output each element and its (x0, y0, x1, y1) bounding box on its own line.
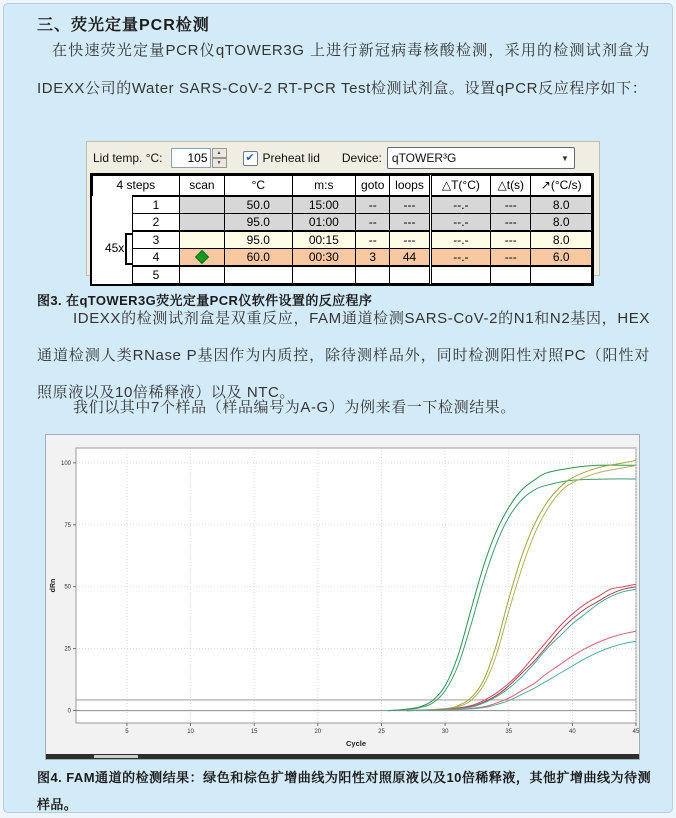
cell-dt[interactable]: --- (491, 196, 531, 214)
cell-goto[interactable]: -- (356, 196, 390, 214)
preheat-lid-checkbox[interactable] (243, 151, 258, 166)
lid-temp-input[interactable] (171, 148, 211, 168)
lid-temp-label: Lid temp. °C: (93, 151, 163, 165)
scan-diamond-icon (195, 250, 209, 264)
cell-temp[interactable]: 50.0 (225, 196, 293, 214)
pcr-table-body (93, 196, 592, 284)
cell-loops[interactable]: --- (390, 231, 430, 249)
spinner-down-icon[interactable]: ▼ (212, 158, 227, 168)
svg-text:100: 100 (60, 460, 71, 467)
cell-step: 4 (133, 249, 179, 267)
body-paragraph-2: IDEXX的检测试剂盒是双重反应，FAM通道检测SARS-CoV-2的N1和N2基因，HEX通道检测人类RNase P基因作为内质控，除待测样品外，同时检测阳性对照PC（阳性对照原液以及10倍稀释液）以及 NTC。 (37, 310, 650, 401)
column-header: △T(°C) (430, 176, 490, 197)
svg-text:dRn: dRn (50, 578, 57, 593)
svg-text:35: 35 (505, 729, 513, 735)
cell-time[interactable]: 00:30 (292, 249, 356, 267)
device-dropdown[interactable] (387, 147, 575, 169)
table-row (93, 231, 592, 249)
svg-text:20: 20 (314, 729, 322, 735)
cell-ramp[interactable] (531, 266, 592, 284)
spinner-up-icon[interactable]: ▲ (212, 148, 227, 158)
body-paragraph-3: 我们以其中7个样品（样品编号为A-G）为例来看一下检测结果。 (73, 399, 517, 416)
cell-scan[interactable] (179, 231, 224, 249)
cell-dT[interactable]: --.- (430, 249, 490, 267)
column-header: m:s (292, 176, 356, 197)
dropdown-arrow-icon: ▼ (560, 153, 569, 163)
svg-text:0: 0 (67, 708, 71, 715)
cell-temp[interactable]: 95.0 (225, 231, 293, 249)
svg-text:5: 5 (125, 729, 129, 735)
cell-time[interactable]: 01:00 (292, 214, 356, 232)
loop-bracket (93, 231, 133, 266)
cell-temp[interactable]: 60.0 (225, 249, 293, 267)
cell-scan[interactable] (179, 214, 224, 232)
bracket-spacer (93, 196, 133, 214)
pcr-control-bar (93, 146, 595, 170)
pcr-steps-table-frame (90, 173, 594, 286)
cell-scan[interactable] (179, 266, 224, 284)
svg-text:40: 40 (569, 729, 576, 735)
svg-text:45: 45 (632, 729, 639, 735)
cell-ramp[interactable]: 6.0 (531, 249, 592, 267)
loop-count-label: 45x (104, 241, 125, 255)
cell-dt[interactable]: --- (491, 249, 531, 267)
pcr-settings-panel (86, 141, 600, 282)
figure3-caption: 图3. 在qTOWER3G荧光定量PCR仪软件设置的反应程序 (37, 293, 373, 308)
table-row (93, 266, 592, 284)
cell-loops[interactable]: --- (390, 196, 430, 214)
lid-temp-stepper[interactable] (171, 148, 227, 168)
cell-dt[interactable] (491, 266, 531, 284)
device-dropdown-value: qTOWER³G (391, 151, 457, 165)
cell-ramp[interactable]: 8.0 (531, 231, 592, 249)
pcr-steps-table (92, 175, 592, 284)
column-header: ↗(°C/s) (531, 176, 592, 197)
column-header: goto (356, 176, 390, 197)
amplification-chart (45, 434, 640, 760)
svg-text:30: 30 (441, 729, 449, 735)
cell-time[interactable]: 15:00 (292, 196, 356, 214)
cell-time[interactable] (292, 266, 356, 284)
cell-ramp[interactable]: 8.0 (531, 196, 592, 214)
check-icon: ✔ (245, 151, 255, 164)
cell-dT[interactable]: --.- (430, 231, 490, 249)
preheat-lid-label: Preheat lid (262, 151, 320, 165)
cell-time[interactable]: 00:15 (292, 231, 356, 249)
cell-dT[interactable]: --.- (430, 214, 490, 232)
cell-temp[interactable]: 95.0 (225, 214, 293, 232)
amplification-plot (46, 435, 639, 754)
chart-scrollbar[interactable] (46, 754, 639, 759)
cell-goto[interactable]: -- (356, 231, 390, 249)
cell-loops[interactable] (390, 266, 430, 284)
cell-dT[interactable] (430, 266, 490, 284)
section-heading: 三、荧光定量PCR检测 (37, 17, 210, 34)
column-header: °C (225, 176, 293, 197)
cell-scan[interactable] (179, 249, 224, 267)
table-row (93, 196, 592, 214)
device-label: Device: (341, 151, 382, 165)
chart-scrollbar-thumb[interactable] (94, 755, 138, 758)
bracket-icon (125, 233, 132, 265)
cell-step: 1 (133, 196, 179, 214)
cell-dt[interactable]: --- (491, 231, 531, 249)
bracket-spacer (93, 266, 133, 284)
cell-step: 5 (133, 266, 179, 284)
cell-goto[interactable] (356, 266, 390, 284)
cell-loops[interactable]: --- (390, 214, 430, 232)
column-header: loops (390, 176, 430, 197)
cell-loops[interactable]: 44 (390, 249, 430, 267)
svg-text:50: 50 (64, 584, 71, 591)
column-header: △t(s) (491, 176, 531, 197)
intro-paragraph: 在快速荧光定量PCR仪qTOWER3G 上进行新冠病毒核酸检测，采用的检测试剂盒为IDEXX公司的Water SARS-CoV-2 RT-PCR Test检测试剂盒。设置qPCR反应程序如下： (37, 42, 650, 97)
cell-goto[interactable]: 3 (356, 249, 390, 267)
cell-temp[interactable] (225, 266, 293, 284)
svg-text:15: 15 (250, 729, 258, 735)
cell-dT[interactable]: --.- (430, 196, 490, 214)
svg-text:75: 75 (64, 522, 71, 529)
article-page (3, 3, 673, 813)
figure4-caption: 图4. FAM通道的检测结果：绿色和棕色扩增曲线为阳性对照原液以及10倍稀释液，其他扩增曲线为待测样品。 (37, 770, 651, 812)
table-row (93, 249, 592, 267)
pcr-table-header (93, 176, 592, 197)
cell-step: 2 (133, 214, 179, 232)
bracket-spacer (93, 214, 133, 232)
cell-dt[interactable]: --- (491, 214, 531, 232)
table-row (93, 214, 592, 232)
cell-scan[interactable] (179, 196, 224, 214)
cell-step: 3 (133, 231, 179, 249)
column-header: scan (179, 176, 224, 197)
svg-text:25: 25 (64, 646, 71, 653)
svg-text:25: 25 (378, 729, 385, 735)
svg-text:10: 10 (187, 729, 194, 735)
svg-text:Cycle: Cycle (345, 739, 367, 748)
cell-ramp[interactable]: 8.0 (531, 214, 592, 232)
column-header: 4 steps (93, 176, 180, 197)
cell-goto[interactable]: -- (356, 214, 390, 232)
